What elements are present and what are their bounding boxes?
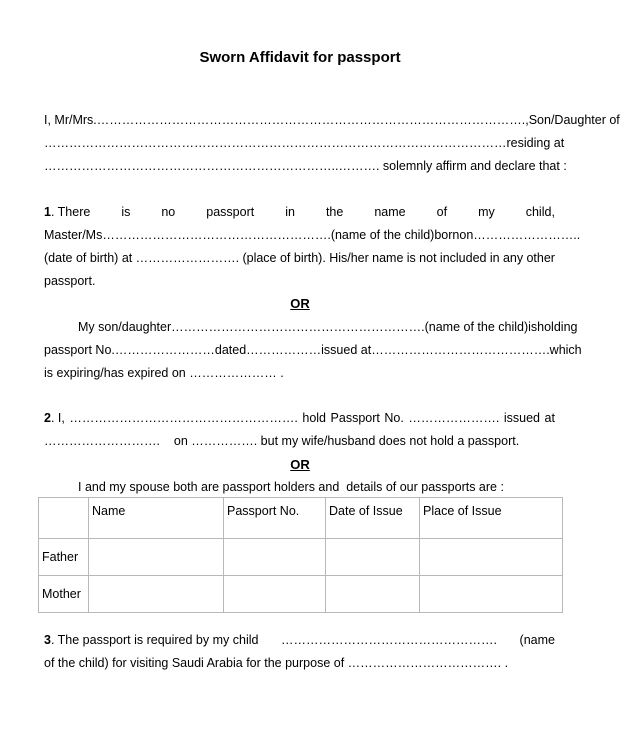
sec1-text: issued at — [321, 343, 372, 357]
sec2-text: Passport — [330, 411, 380, 425]
sec1-word: passport — [206, 205, 255, 219]
intro-line-1 — [44, 113, 620, 127]
sec1-first-word — [44, 205, 90, 219]
sec1-word: is — [121, 205, 131, 219]
sec1-text: (place of birth). — [242, 251, 326, 265]
table-cell[interactable] — [89, 539, 224, 576]
sec1-child-name-blank: Master/Ms………………………………………………. — [44, 228, 331, 242]
table-header-cell: Passport No. — [224, 498, 326, 539]
sec2-line-2: ………………………. on ……………. but my wife/husband does not hold a passport. — [44, 434, 520, 448]
sec1-text: name — [372, 251, 404, 265]
intro-parent-label: Son/Daughter of — [528, 113, 620, 127]
sec1-text: My son/daughter — [78, 320, 172, 334]
table-header-cell — [39, 498, 89, 539]
table-row-label: Father — [39, 539, 89, 576]
sec1-line-6 — [44, 343, 582, 357]
sec1-word: my — [478, 205, 495, 219]
sec1-text: in — [489, 251, 500, 265]
sec3-line-2: of the child) for visiting Saudi Arabia for the purpose of ………………………………. . — [44, 656, 509, 670]
sec1-text: not — [419, 251, 437, 265]
sec1-word: no — [161, 205, 176, 219]
table-cell[interactable] — [420, 539, 563, 576]
sec2-line-3: I and my spouse both are passport holders and details of our passports are : — [78, 480, 504, 494]
sec2-number: 2 — [44, 411, 51, 425]
table-row — [39, 539, 563, 576]
sec1-text: is — [528, 320, 538, 334]
table-cell[interactable] — [420, 576, 563, 613]
intro-residing-label: residing at — [506, 136, 565, 150]
passport-details-table — [38, 497, 563, 613]
sec1-line-1 — [44, 205, 555, 219]
sec3-number: 3 — [44, 633, 51, 647]
table-cell[interactable] — [89, 576, 224, 613]
sec1-pob-blank: ……………………. — [135, 251, 240, 265]
sec2-line-1 — [44, 411, 555, 425]
sec1-number: 1 — [44, 205, 51, 219]
sec3-first-phrase — [44, 633, 258, 647]
sec2-text: issued — [503, 411, 540, 425]
sec1-text: on — [459, 228, 474, 242]
table-cell[interactable] — [224, 539, 326, 576]
intro-affirm-text: solemnly affirm and declare that : — [382, 159, 567, 173]
sec1-line-7: is expiring/has expired on ………………… . — [44, 366, 284, 380]
sec1-issued-at-blank: ……………………………………. — [371, 343, 550, 357]
sec1-text: is — [406, 251, 416, 265]
intro-parent-blank: ………………………………………………………………………………………………… — [44, 136, 507, 150]
sec1-text: any — [502, 251, 524, 265]
intro-name-blank: …………………………………………………………………………………………., — [96, 113, 529, 127]
sec1-text: passport No. — [44, 343, 115, 357]
sec2-name-blank: ………………………………………………. — [69, 411, 298, 425]
table-header-cell: Date of Issue — [326, 498, 420, 539]
table-cell[interactable] — [326, 539, 420, 576]
sec3-text: . The passport is required by my child — [50, 633, 259, 647]
sec1-passport-no-blank: …………………… — [114, 343, 215, 357]
sec1-text: which — [549, 343, 582, 357]
sec3-child-name-blank: ……………………………………………. — [281, 633, 497, 647]
sec1-word: child, — [525, 205, 555, 219]
sec1-text: holding — [537, 320, 578, 334]
intro-address-blank: ……………………………………………………………..………. — [44, 159, 380, 173]
table-header-row — [39, 498, 563, 539]
sec2-text: No. — [384, 411, 404, 425]
table-cell[interactable] — [224, 576, 326, 613]
sec1-text: dated — [214, 343, 247, 357]
sec1-dob-blank: …………………….. — [473, 228, 581, 242]
sec2-passport-no-blank: …………………. — [408, 411, 500, 425]
sec2-text: at — [544, 411, 555, 425]
sec3-text: (name — [519, 633, 555, 647]
sec1-text: born — [434, 228, 460, 242]
table-row — [39, 576, 563, 613]
document-title: Sworn Affidavit for passport — [199, 49, 401, 66]
table-header-cell: Place of Issue — [420, 498, 563, 539]
sec1-word: of — [436, 205, 448, 219]
sec1-line-5 — [78, 320, 578, 334]
sec1-word: the — [325, 205, 344, 219]
sec2-text: hold — [302, 411, 327, 425]
sec1-son-name-blank: ……………………………………………………. — [171, 320, 425, 334]
table-cell[interactable] — [326, 576, 420, 613]
sec1-text: (name of the child) — [330, 228, 435, 242]
sec1-word: . There — [50, 205, 91, 219]
sec1-text: included — [439, 251, 487, 265]
sec1-date-blank: ……………… — [246, 343, 322, 357]
sec1-or-separator: OR — [290, 296, 310, 311]
sec1-word: in — [285, 205, 295, 219]
sec1-text: other — [526, 251, 555, 265]
sec1-text: (date of birth) at — [44, 251, 133, 265]
sec1-line-4: passport. — [44, 274, 96, 288]
sec2-or-separator: OR — [290, 457, 310, 472]
table-header-cell: Name — [89, 498, 224, 539]
table-row-label: Mother — [39, 576, 89, 613]
sec2-text: . I, — [50, 411, 65, 425]
sec2-first-word — [44, 411, 65, 425]
intro-line-2 — [44, 136, 565, 150]
sec1-word: name — [374, 205, 406, 219]
sec1-line-3 — [44, 251, 555, 265]
sec1-line-2 — [44, 228, 581, 242]
sec1-text: (name of the child) — [424, 320, 529, 334]
intro-name-label: I, Mr/Mrs. — [44, 113, 97, 127]
sec1-text: His/her — [329, 251, 369, 265]
intro-line-3 — [44, 159, 567, 173]
sec3-line-1 — [44, 633, 555, 647]
